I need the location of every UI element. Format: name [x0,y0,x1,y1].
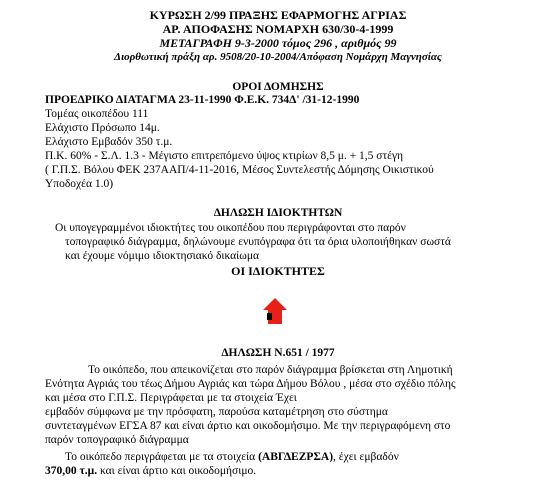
header-correction: Διορθωτική πράξη αρ. 9508/20-10-2004/Απόφαση Νομάρχη Μαγνησίας [114,51,442,63]
owners-declaration-line3: και έχουμε νόμιμο ιδιοκτησιακό δικαίωμα [65,250,260,262]
owners-declaration-line1: Οι υπογεγραμμένοι ιδιοκτήτες του οικοπέδου που περιγράφονται στο παρόν [55,222,406,234]
declaration-651-p2-line2 [45,465,256,478]
terms-gps-line1: ( Γ.Π.Σ. Βόλου ΦΕΚ 237ΑΑΠ/4-11-2016, Μέσος Συντελεστής Δόμησης Οικιστικού [45,164,434,176]
declaration-651-p2-line1 [65,451,399,464]
declaration-651-p2-text-c: , έχει εμβαδόν [333,451,399,463]
terms-min-area: Ελάχιστο Εμβαδόν 350 τ.μ. [45,136,173,148]
house-icon [262,297,288,325]
owners-declaration-line2: τοπογραφικό διάγραμμα, δηλώνουμε ενυπόγραφα ότι τα όρια υλοποιήθηκαν σωστά [65,236,451,248]
owners-title: ΟΙ ΙΔΙΟΚΤΗΤΕΣ [231,264,325,278]
terms-title: ΟΡΟΙ ΔΟΜΗΣΗΣ [232,81,324,93]
terms-min-frontage: Ελάχιστο Πρόσωπο 14μ. [45,122,160,134]
declaration-651-p1-line6: παρόν τοπογραφικό διάγραμμα [45,434,189,446]
terms-coverage: Π.Κ. 60% - Σ.Λ. 1.3 - Μέγιστο επιτρεπόμενο ύψος κτιρίων 8,5 μ. + 1,5 στέγη [45,150,404,162]
declaration-651-area: 370,00 τ.μ. [45,465,98,477]
header-decision: ΑΡ. ΑΠΟΦΑΣΗΣ ΝΟΜΑΡΧΗ 630/30-4-1999 [162,22,394,36]
header-title: ΚΥΡΩΣΗ 2/99 ΠΡΑΞΗΣ ΕΦΑΡΜΟΓΗΣ ΑΓΡΙΑΣ [149,8,407,22]
declaration-651-p1-line5: συντεταγμένων ΕΓΣΑ 87 και είναι άρτιο και οικοδομήσιμο. Με την περιγραφόμενη στο [45,420,451,432]
terms-gps-line2: Υποδοχέα 1.0) [45,178,114,190]
header-transcription: ΜΕΤΑΓΡΑΦΗ 9-3-2000 τόμος 296 , αριθμός 99 [159,36,397,50]
declaration-651-p1-line4: εμβαδόν σύμφωνα με την πρόσφατη, παρούσα καταμέτρηση στο σύστημα [45,406,388,418]
declaration-651-p2-vertices: (ΑΒΓΔΕΖΡΣΑ) [258,451,334,463]
declaration-651-p1-line3: και μέσα στο Γ.Π.Σ. Περιγράφεται με τα στοιχεία Έχει [45,392,297,404]
terms-sector: Τομέας οικοπέδου 111 [45,108,149,120]
terms-decree: ΠΡΟΕΔΡΙΚΟ ΔΙΑΤΑΓΜΑ 23-11-1990 Φ.Ε.Κ. 734Δ' /31-12-1990 [45,94,360,106]
declaration-651-p2-text-a: Το οικόπεδο περιγράφεται με τα στοιχεία [65,451,259,463]
declaration-651-p2-text-d: και είναι άρτιο και οικοδομήσιμο. [97,465,257,477]
declaration-651-p1-line2: Ενότητα Αγριάς του τέως Δήμου Αγριάς και τώρα Δήμου Βόλου , μέσα στο σχέδιο πόλης [45,378,456,390]
declaration-651-p1-line1: Το οικόπεδο, που απεικονίζεται στο παρόν διάγραμμα βρίσκεται στη Λημοτική [88,364,453,376]
declaration-651-title: ΔΗΛΩΣΗ Ν.651 / 1977 [221,347,335,359]
owners-declaration-title: ΔΗΛΩΣΗ ΙΔΙΟΚΤΗΤΩΝ [213,207,343,219]
